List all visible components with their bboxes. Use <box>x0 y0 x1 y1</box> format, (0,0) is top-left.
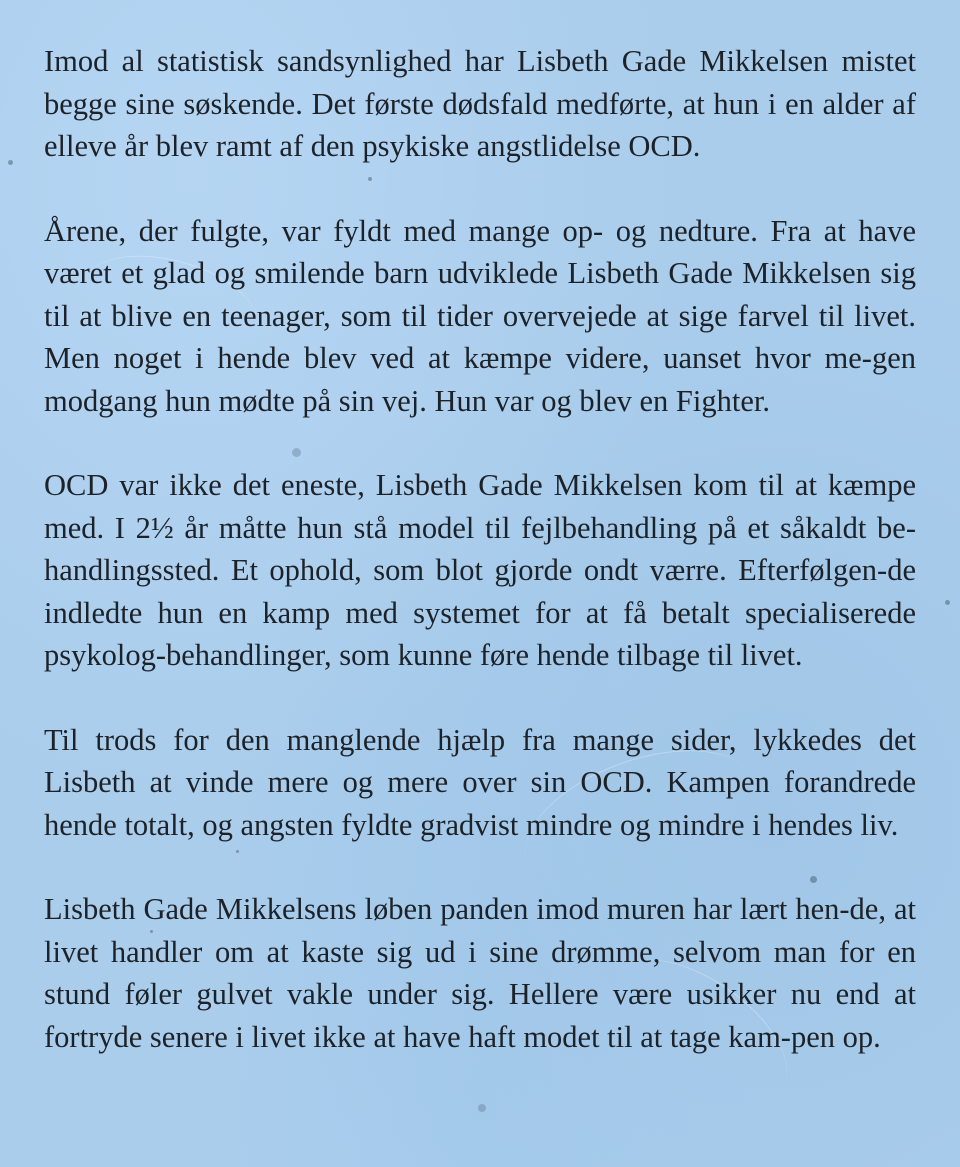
paragraph-1: Imod al statistisk sandsynlighed har Lisbeth Gade Mikkelsen mistet begge sine søskende. Det første dødsfald medførte, at hun i en alder af elleve år blev ramt af den psykiske angstlidelse OCD. <box>44 44 916 163</box>
paragraph-2: Årene, der fulgte, var fyldt med mange op- og nedture. Fra at have været et glad og smilende barn udviklede Lisbeth Gade Mikkelsen sig til at blive en teenager, som til tider overvejede at sige farvel til livet. Men noget i hende blev ved at kæmpe videre, uanset hvor me-gen modgang hun mødte på sin vej. Hun var og blev en Fighter. <box>44 213 916 418</box>
paper-speck <box>945 600 950 605</box>
paragraph-3: OCD var ikke det eneste, Lisbeth Gade Mikkelsen kom til at kæmpe med. I 2½ år måtte hun stå model til fejlbehandling på et såkaldt be-handlingssted. Et ophold, som blot gjorde ondt værre. Efterfølgen-de indledte hun en kamp med systemet for at få betalt specialiserede psykolog-behandlinger, som kunne føre hende tilbage til livet. <box>44 468 916 672</box>
paragraph-5: Lisbeth Gade Mikkelsens løben panden imod muren har lært hen-de, at livet handler om at kaste sig ud i sine drømme, selvom man for en stund føler gulvet vakle under sig. Hellere være usikker nu end at fortryde senere i livet ikke at have haft modet til at tage kam-pen op. <box>44 892 916 1054</box>
paper-speck <box>8 160 13 165</box>
back-cover-text <box>44 40 916 1058</box>
paper-speck <box>478 1104 486 1112</box>
paragraph-4: Til trods for den manglende hjælp fra mange sider, lykkedes det Lisbeth at vinde mere og mere over sin OCD. Kampen forandrede hende totalt, og angsten fyldte gradvist mindre og mindre i hendes liv. <box>44 722 916 842</box>
